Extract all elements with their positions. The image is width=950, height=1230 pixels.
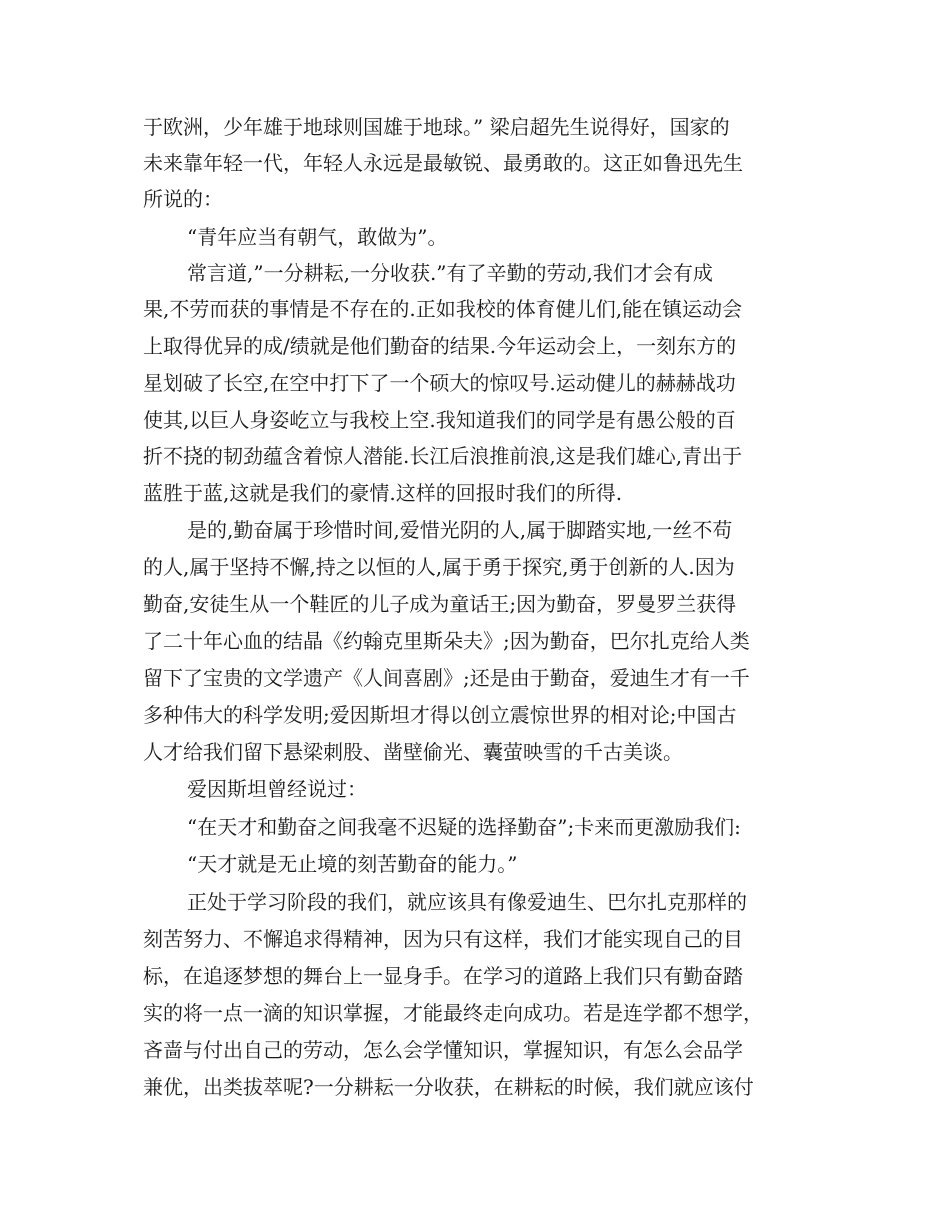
paragraph-start-shide: 是的,勤奋属于珍惜时间,爱惜光阴的人,属于脚踏实地,一丝不苟	[187, 518, 733, 542]
text-line-6: 果,不劳而获的事情是不存在的.正如我校的体育健儿们,能在镇运动会	[143, 297, 743, 321]
text-line-24: 标，在追逐梦想的舞台上一显身手。在学习的道路上我们只有勤奋踏	[143, 964, 743, 988]
text-line-18: 人才给我们留下悬梁刺股、凿壁偷光、囊萤映雪的千古美谈。	[143, 740, 683, 764]
paragraph-start-study: 正处于学习阶段的我们，就应该具有像爱迪生、巴尔扎克那样的	[187, 890, 747, 914]
text-line-16: 留下了宝贵的文学遗产《人间喜剧》;还是由于勤奋，爱迪生才有一千	[143, 666, 750, 690]
text-line-10: 折不挠的韧劲蕴含着惊人潜能.长江后浪推前浪,这是我们雄心,青出于	[143, 444, 743, 468]
paragraph-start-einstein: 爱因斯坦曾经说过：	[187, 777, 367, 801]
paragraph-start-changyan: 常言道,”一分耕耘,一分收获.”有了辛勤的劳动,我们才会有成	[187, 261, 713, 285]
text-line-27: 兼优，出类拔萃呢?一分耕耘一分收获，在耕耘的时候，我们就应该付	[143, 1075, 754, 1099]
text-line-2: 未来靠年轻一代，年轻人永远是最敏锐、最勇敢的。这正如鲁迅先生	[143, 151, 743, 175]
text-line-23: 刻苦努力、不懈追求得精神，因为只有这样，我们才能实现自己的目	[143, 927, 743, 951]
text-line-13: 的人,属于坚持不懈,持之以恒的人,属于勇于探究,勇于创新的人.因为	[143, 555, 735, 579]
text-line-26: 吝啬与付出自己的劳动，怎么会学懂知识，掌握知识，有怎么会品学	[143, 1038, 743, 1062]
text-line-3: 所说的：	[143, 187, 223, 211]
text-line-9: 使其,以巨人身姿屹立与我校上空.我知道我们的同学是有愚公般的百	[143, 408, 736, 432]
text-line-14: 勤奋,安徒生从一个鞋匠的儿子成为童话王;因为勤奋，罗曼罗兰获得	[143, 592, 737, 616]
text-line-15: 了二十年心血的结晶《约翰克里斯朵夫》;因为勤奋，巴尔扎克给人类	[143, 629, 750, 653]
quote-einstein: “在天才和勤奋之间我毫不迟疑的选择勤奋”;卡来而更激励我们:	[187, 815, 741, 839]
text-line-17: 多种伟大的科学发明;爱因斯坦才得以创立震惊世界的相对论;中国古	[143, 703, 737, 727]
text-line-7: 上取得优异的成/绩就是他们勤奋的结果.今年运动会上，一刻东方的	[143, 334, 737, 358]
text-line-1: 于欧洲，少年雄于地球则国雄于地球。” 梁启超先生说得好，国家的	[143, 115, 730, 139]
quote-genius: “天才就是无止境的刻苦勤奋的能力。”	[187, 852, 518, 876]
text-line-8: 星划破了长空,在空中打下了一个硕大的惊叹号.运动健儿的赫赫战功	[143, 371, 736, 395]
quote-lu-xun: “青年应当有朝气，敢做为”。	[187, 225, 448, 249]
text-line-11: 蓝胜于蓝,这就是我们的豪情.这样的回报时我们的所得.	[143, 481, 623, 505]
text-line-25: 实的将一点一滴的知识掌握，才能最终走向成功。若是连学都不想学，	[143, 1001, 763, 1025]
